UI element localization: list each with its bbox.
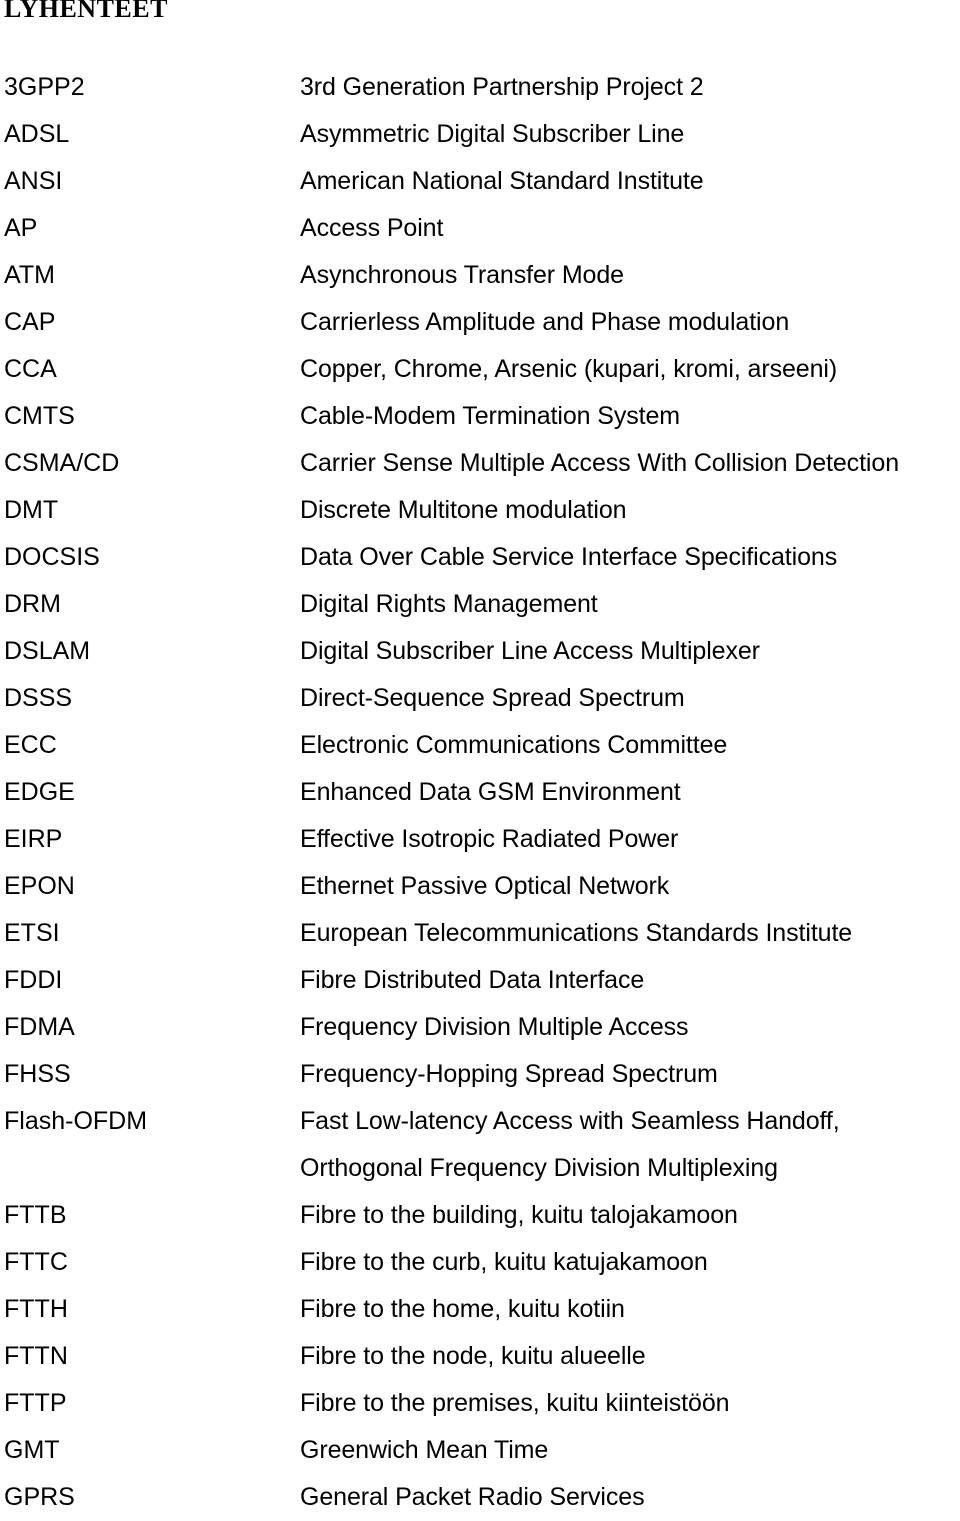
list-item <box>0 1239 960 1286</box>
list-item <box>0 440 960 487</box>
expansion: Asymmetric Digital Subscriber Line <box>300 120 685 148</box>
expansion-line-continued: Orthogonal Frequency Division Multiplexing <box>300 1154 778 1182</box>
expansion: Effective Isotropic Radiated Power <box>300 825 679 853</box>
abbreviation: FTTC <box>4 1248 68 1276</box>
expansion: American National Standard Institute <box>300 167 704 195</box>
expansion: Direct-Sequence Spread Spectrum <box>300 684 685 712</box>
list-item <box>0 581 960 628</box>
expansion: Digital Rights Management <box>300 590 598 618</box>
expansion: Fibre to the curb, kuitu katujakamoon <box>300 1248 708 1276</box>
abbreviation: DMT <box>4 496 59 524</box>
expansion: Cable-Modem Termination System <box>300 402 681 430</box>
abbreviation: CAP <box>4 308 56 336</box>
list-item <box>0 1380 960 1427</box>
expansion: Frequency-Hopping Spread Spectrum <box>300 1060 718 1088</box>
expansion: Fibre Distributed Data Interface <box>300 966 645 994</box>
list-item <box>0 1474 960 1521</box>
list-item <box>0 863 960 910</box>
expansion <box>300 1098 960 1192</box>
abbreviation: FTTN <box>4 1342 68 1370</box>
abbreviation: ETSI <box>4 919 60 947</box>
abbreviation: DOCSIS <box>4 543 100 571</box>
expansion: Greenwich Mean Time <box>300 1436 549 1464</box>
expansion: Carrierless Amplitude and Phase modulation <box>300 308 790 336</box>
expansion: Discrete Multitone modulation <box>300 496 627 524</box>
expansion: Data Over Cable Service Interface Specifications <box>300 543 838 571</box>
abbreviation: EPON <box>4 872 75 900</box>
expansion: Copper, Chrome, Arsenic (kupari, kromi, arseeni) <box>300 355 838 383</box>
list-item <box>0 910 960 957</box>
expansion: Fibre to the premises, kuitu kiinteistöön <box>300 1389 730 1417</box>
list-item <box>0 64 960 111</box>
abbreviation: DSLAM <box>4 637 91 665</box>
abbreviation: CSMA/CD <box>4 449 120 477</box>
list-item <box>0 1427 960 1474</box>
list-item <box>0 534 960 581</box>
expansion: Digital Subscriber Line Access Multiplexer <box>300 637 760 665</box>
abbreviation: EIRP <box>4 825 63 853</box>
list-item <box>0 1051 960 1098</box>
expansion: Fibre to the home, kuitu kotiin <box>300 1295 625 1323</box>
expansion: Enhanced Data GSM Environment <box>300 778 681 806</box>
abbreviation: ADSL <box>4 120 70 148</box>
list-item <box>0 957 960 1004</box>
abbreviation: ATM <box>4 261 55 289</box>
abbreviation: GPRS <box>4 1483 75 1511</box>
expansion: Fibre to the building, kuitu talojakamoon <box>300 1201 738 1229</box>
list-item <box>0 675 960 722</box>
expansion: Fibre to the node, kuitu alueelle <box>300 1342 646 1370</box>
abbreviation: CMTS <box>4 402 75 430</box>
abbreviation: FTTH <box>4 1295 68 1323</box>
abbreviation: DSSS <box>4 684 73 712</box>
expansion: 3rd Generation Partnership Project 2 <box>300 73 704 101</box>
expansion: General Packet Radio Services <box>300 1483 645 1511</box>
abbreviation: FDDI <box>4 966 63 994</box>
abbreviation: FTTP <box>4 1389 67 1417</box>
abbreviation: FDMA <box>4 1013 75 1041</box>
list-item <box>0 205 960 252</box>
expansion-line: Fast Low-latency Access with Seamless Handoff, <box>300 1107 840 1135</box>
list-item <box>0 252 960 299</box>
list-item <box>0 628 960 675</box>
list-item <box>0 487 960 534</box>
list-item <box>0 158 960 205</box>
abbreviation: 3GPP2 <box>4 73 85 101</box>
expansion: Electronic Communications Committee <box>300 731 728 759</box>
list-item <box>0 1333 960 1380</box>
abbreviation: DRM <box>4 590 61 618</box>
abbreviation: GMT <box>4 1436 60 1464</box>
abbreviation: FHSS <box>4 1060 71 1088</box>
abbreviation: ECC <box>4 731 57 759</box>
list-item <box>0 1286 960 1333</box>
abbreviation: FTTB <box>4 1201 67 1229</box>
abbreviation: EDGE <box>4 778 75 806</box>
expansion: Carrier Sense Multiple Access With Collision Detection <box>300 449 899 477</box>
abbreviation-list <box>0 64 960 1521</box>
list-item <box>0 1098 960 1192</box>
list-item <box>0 1004 960 1051</box>
list-item <box>0 111 960 158</box>
abbreviation: AP <box>4 214 38 242</box>
list-item <box>0 769 960 816</box>
abbreviation: Flash-OFDM <box>4 1107 148 1135</box>
expansion: Asynchronous Transfer Mode <box>300 261 624 289</box>
list-item <box>0 722 960 769</box>
expansion: Ethernet Passive Optical Network <box>300 872 670 900</box>
list-item <box>0 816 960 863</box>
list-item <box>0 1192 960 1239</box>
abbreviation: ANSI <box>4 167 63 195</box>
list-item <box>0 346 960 393</box>
expansion: Frequency Division Multiple Access <box>300 1013 689 1041</box>
page-title: LYHENTEET <box>4 0 168 23</box>
expansion: Access Point <box>300 214 444 242</box>
abbreviation: CCA <box>4 355 57 383</box>
list-item <box>0 299 960 346</box>
list-item <box>0 393 960 440</box>
expansion: European Telecommunications Standards Institute <box>300 919 853 947</box>
